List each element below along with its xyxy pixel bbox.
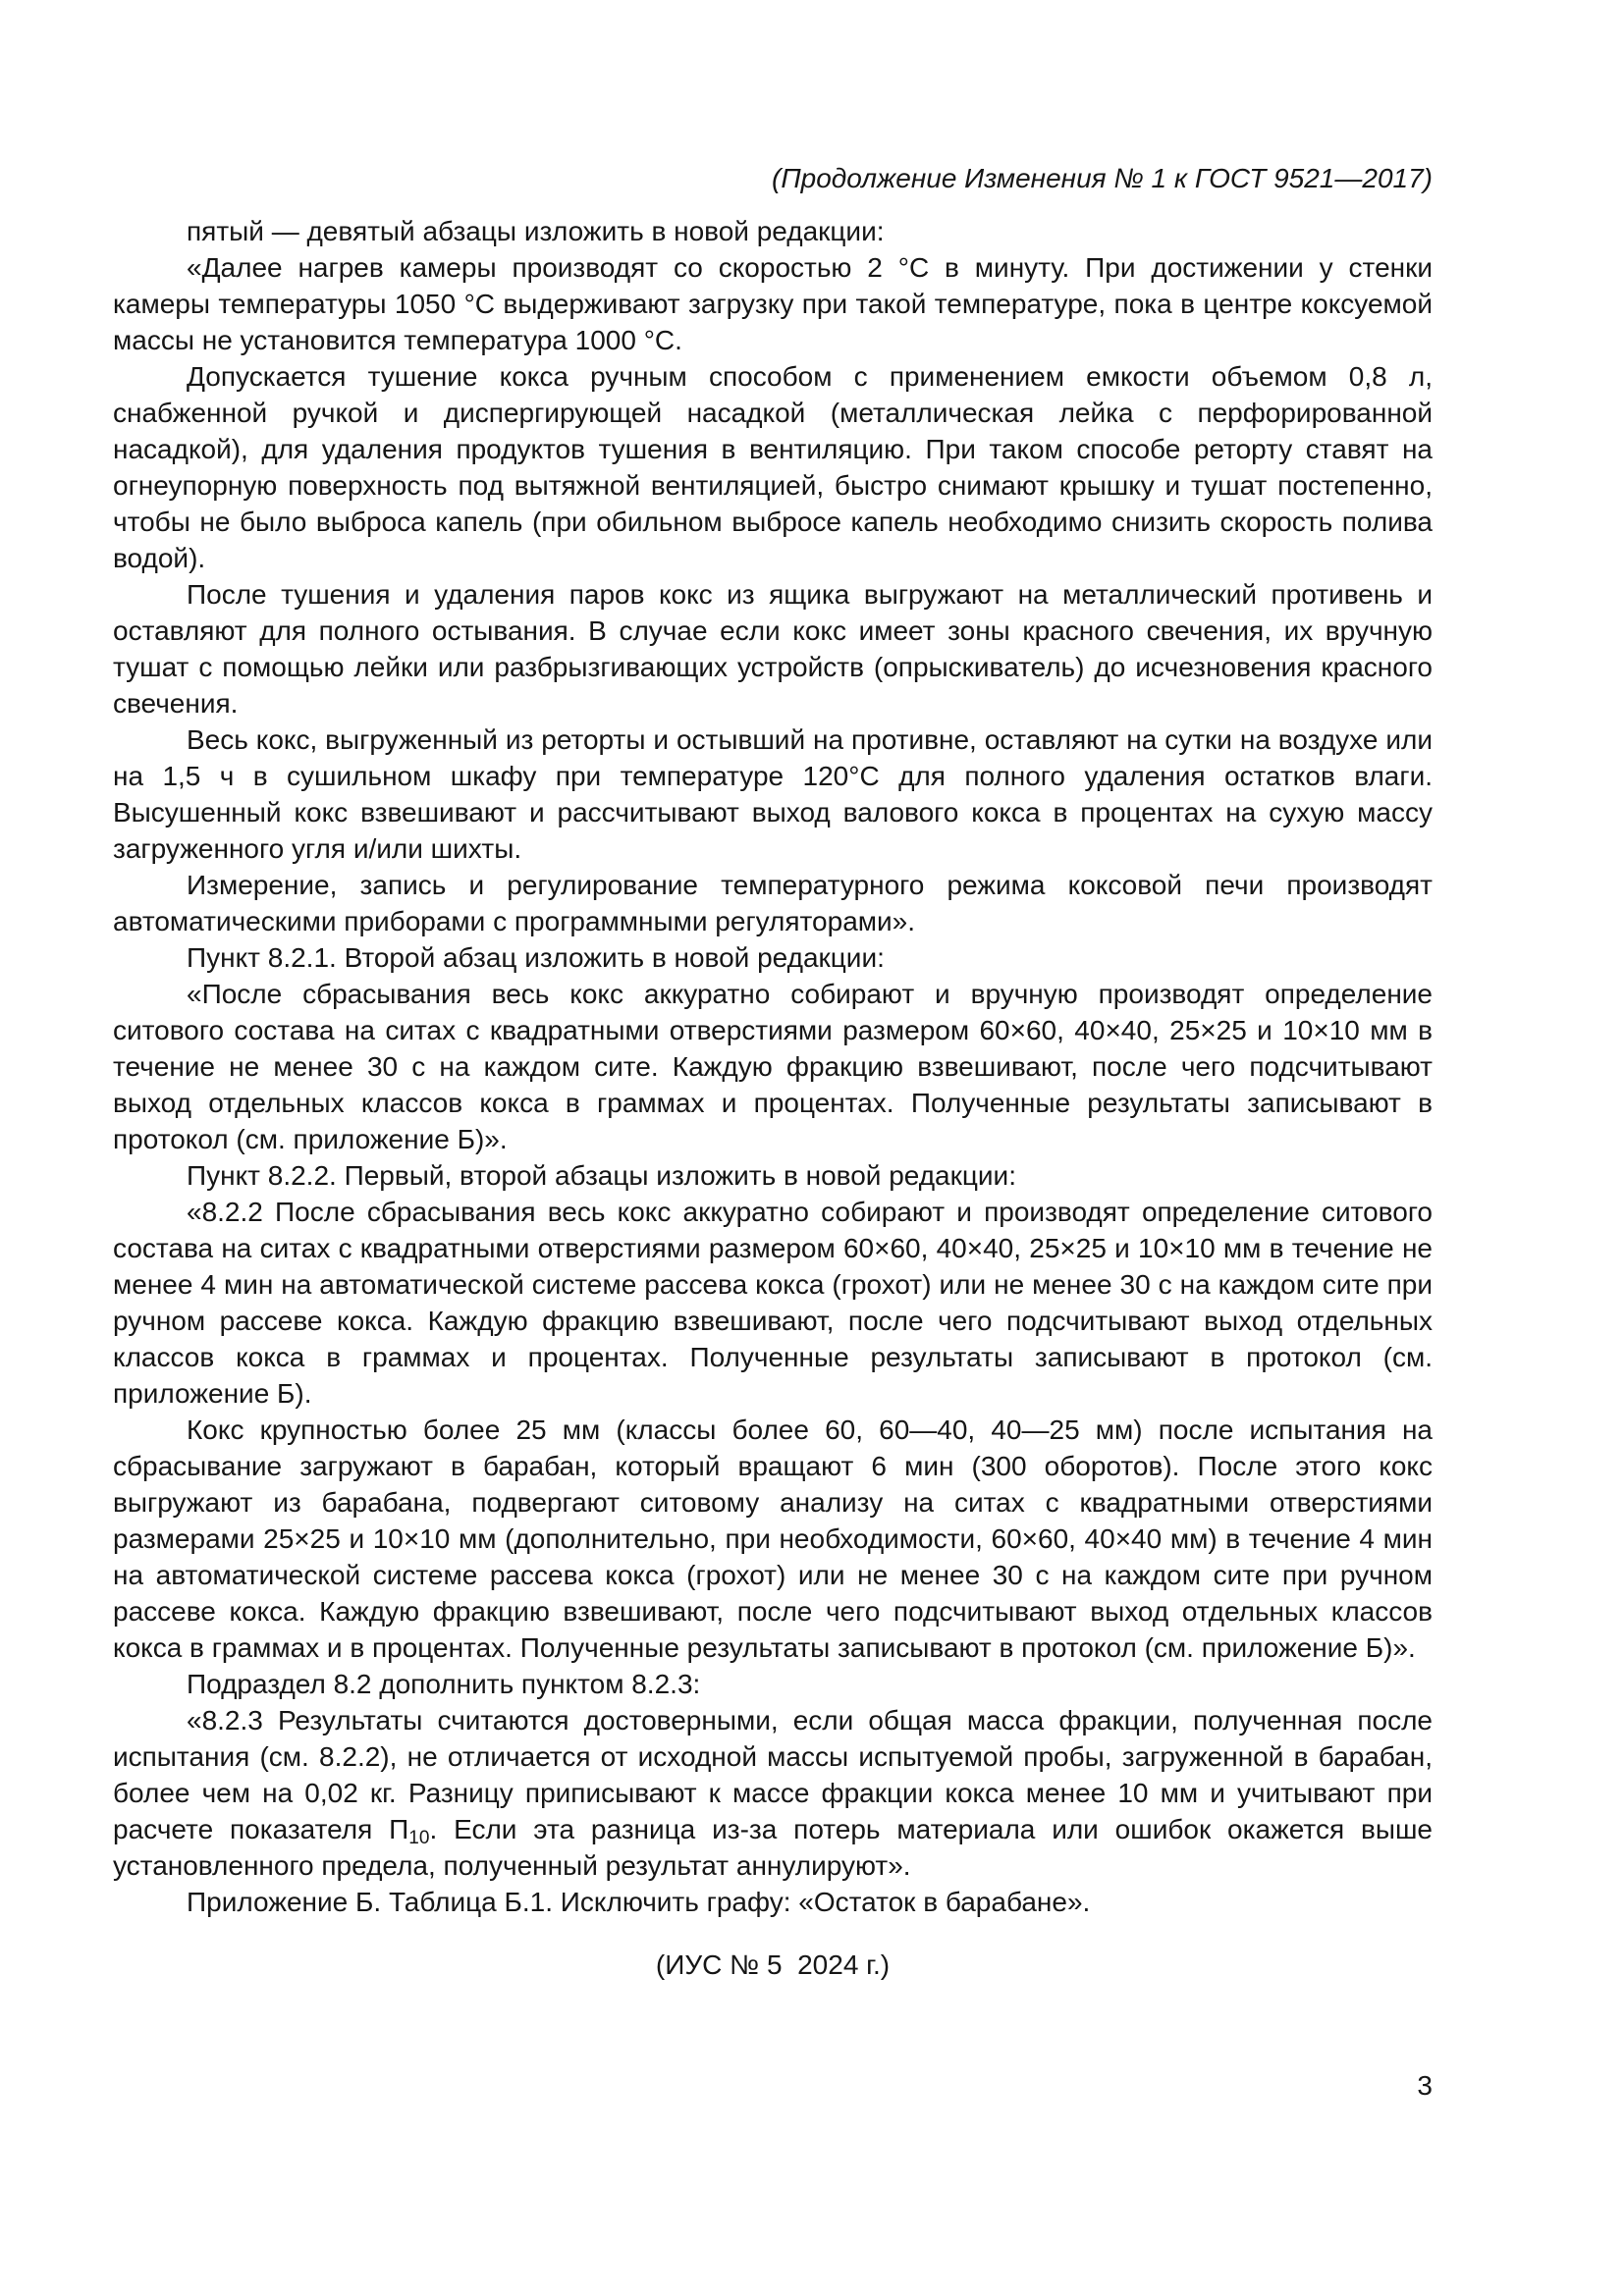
paragraph-after-quenching: После тушения и удаления паров кокс из ящика выгружают на металлический противень и оставляют для полного остывания. В случае если кокс имеет зоны красного свечения, их вручную тушат с помощью лейки или разбрызгивающих устройств (опрыскиватель) до исчезновения красного свечения.	[113, 579, 1433, 719]
paragraph-subsection-8-2: Подраздел 8.2 дополнить пунктом 8.2.3:	[187, 1669, 701, 1699]
paragraph-drum-test: Кокс крупностью более 25 мм (классы более 60, 60—40, 40—25 мм) после испытания на сбрасывание загружают в барабан, который вращают 6 мин (300 оборотов). После этого кокс выгружают из барабана, подвергают ситовому анализу на ситах с квадратными отверстиями размерами 25×25 и 10×10 мм (дополнительно, при необходимости, 60×60, 40×40 мм) в течение 4 мин на автоматической системе рассева кокса (грохот) или не менее 30 с на каждом сите при ручном рассеве кокса. Каждую фракцию взвешивают, после чего подсчитывают выход отдельных классов кокса в граммах и в процентах. Полученные результаты записывают в протокол (см. приложение Б)».	[113, 1415, 1433, 1663]
page-number: 3	[1417, 2070, 1433, 2101]
ius-issue-note: (ИУС № 5 2024 г.)	[655, 1949, 891, 1980]
document-continuation-header: (Продолжение Изменения № 1 к ГОСТ 9521—2017)	[772, 163, 1433, 193]
paragraph-8-2-2-text: «8.2.2 После сбрасывания весь кокс аккуратно собирают и производят определение ситового состава на ситах с квадратными отверстиями размером 60×60, 40×40, 25×25 и 10×10 мм в течение не менее 4 мин на автоматической системе рассева кокса (грохот) или не менее 30 с на каждом сите при ручном рассеве кокса. Каждую фракцию взвешивают, после чего подсчитывают выход отдельных классов кокса в граммах и процентах. Полученные результаты записывают в протокол (см. приложение Б).	[113, 1197, 1433, 1409]
paragraph-sieve-analysis: «После сбрасывания весь кокс аккуратно собирают и вручную производят определение ситового состава на ситах с квадратными отверстиями размером 60×60, 40×40, 25×25 и 10×10 мм в течение не менее 30 с на каждом сите. Каждую фракцию взвешивают, после чего подсчитывают выход отдельных классов кокса в граммах и процентах. Полученные результаты записывают в протокол (см. приложение Б)».	[113, 979, 1433, 1154]
paragraph-drying: Весь кокс, выгруженный из реторты и остывший на противне, оставляют на сутки на воздухе или на 1,5 ч в сушильном шкафу при температуре 120°С для полного удаления остатков влаги. Высушенный кокс взвешивают и рассчитывают выход валового кокса в процентах на сухую массу загруженного угля и/или шихты.	[113, 724, 1433, 864]
paragraph-annex-b: Приложение Б. Таблица Б.1. Исключить графу: «Остаток в барабане».	[187, 1887, 1091, 1917]
paragraph-heating-rate: «Далее нагрев камеры производят со скоростью 2 °С в минуту. При достижении у стенки камеры температуры 1050 °С выдерживают загрузку при такой температуре, пока в центре коксуемой массы не установится температура 1000 °С.	[113, 252, 1433, 355]
paragraph-8-2-3-text: «8.2.3 Результаты считаются достоверными, если общая масса фракции, полученная после испытания (см. 8.2.2), не отличается от исходной массы испытуемой пробы, загруженной в барабан, более чем на 0,02 кг. Разницу приписывают к массе фракции кокса менее 10 мм и учитывают при расчете показателя $П_{10}$. Если эта разница из-за потерь материала или ошибок окажется выше установленного предела, полученный результат аннулируют».	[113, 1705, 1433, 1881]
paragraph-temperature-control: Измерение, запись и регулирование температурного режима коксовой печи производят автоматическими приборами с программными регуляторами».	[113, 870, 1433, 936]
paragraph-manual-quenching: Допускается тушение кокса ручным способом с применением емкости объемом 0,8 л, снабженной ручкой и диспергирующей насадкой (металлическая лейка с перфорированной насадкой), для удаления продуктов тушения в вентиляцию. При таком способе реторту ставят на огнеупорную поверхность под вытяжной вентиляцией, быстро снимают крышку и тушат постепенно, чтобы не было выброса капель (при обильном выбросе капель необходимо снизить скорость полива водой).	[113, 361, 1433, 573]
text-block	[113, 160, 1433, 1983]
paragraph-clause-8-2-1: Пункт 8.2.1. Второй абзац изложить в новой редакции:	[187, 942, 885, 973]
paragraph-clause-8-2-2: Пункт 8.2.2. Первый, второй абзацы изложить в новой редакции:	[187, 1160, 1016, 1191]
paragraph-amendment-intro: пятый — девятый абзацы изложить в новой редакции:	[187, 216, 885, 246]
